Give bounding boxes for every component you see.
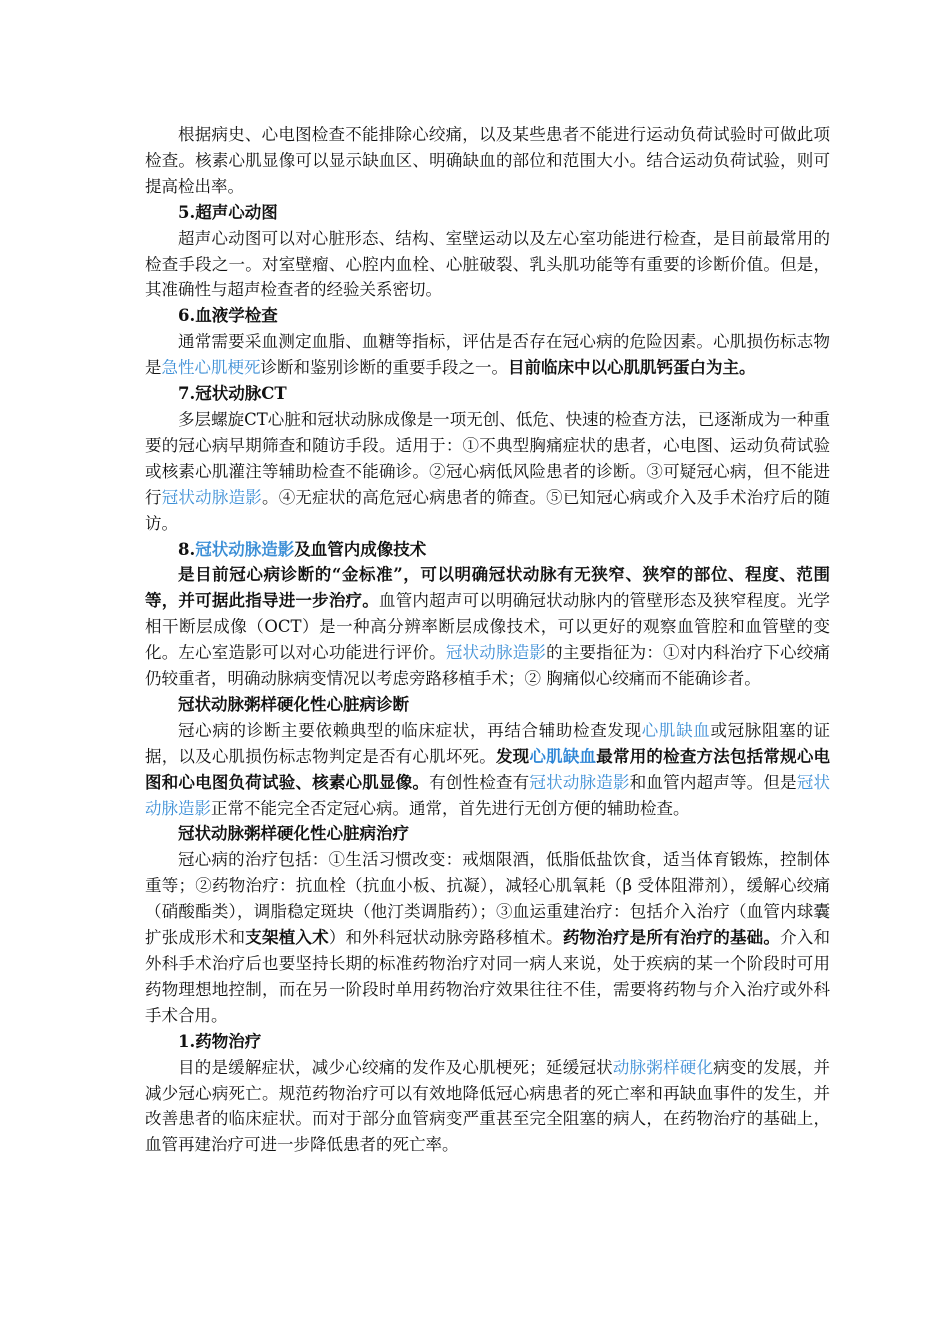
link-coronary-angiography[interactable]: 冠状动脉造影 bbox=[529, 772, 630, 792]
text-run: ）和外科冠状动脉旁路移植术。 bbox=[328, 928, 563, 948]
bold-text: 最常用的检查方法包括常规心电图和心电图负荷试验、核素心肌显像。 bbox=[145, 746, 831, 792]
bold-text: 是目前冠心病诊断的“金标准”，可以明确冠状动脉有无狭窄、狭窄的部位、程度、范围等，并可据此指导进一步治疗。 bbox=[145, 565, 830, 611]
paragraph-drug-therapy bbox=[145, 1055, 830, 1159]
paragraph-blood-tests bbox=[145, 329, 830, 381]
heading-angiography bbox=[145, 537, 830, 563]
text-run: 冠心病的治疗包括：①生活习惯改变：戒烟限酒，低脂低盐饮食，适当体育锻炼，控制体重等；②药物治疗：抗血栓（抗血小板、抗凝），减轻心肌氧耗（β 受体阻滞剂），缓解心绞痛（硝酸酯类），调脂稳定斑块（他汀类调脂药）；③血运重建治疗：包括介入治疗（血管内球囊扩张成形术和 bbox=[145, 850, 830, 948]
link-myocardial-ischemia[interactable]: 心肌缺血 bbox=[641, 720, 711, 740]
link-coronary-angiography[interactable]: 冠状动脉造影 bbox=[195, 539, 295, 559]
document-page bbox=[145, 122, 830, 1158]
text-run: 通常需要采血测定血脂、血糖等指标，评估是否存在冠心病的危险因素。心肌损伤标志物是 bbox=[145, 332, 830, 378]
heading-number: 8. bbox=[178, 539, 196, 559]
paragraph-coronary-ct bbox=[145, 407, 830, 537]
paragraph-echocardiography: 超声心动图可以对心脏形态、结构、室壁运动以及左心室功能进行检查，是目前最常用的检查手段之一。对室壁瘤、心腔内血栓、心脏破裂、乳头肌功能等有重要的诊断价值。但是，其准确性与超声检查者的经验关系密切。 bbox=[145, 228, 830, 300]
text-run: 多层螺旋CT心脏和冠状动脉成像是一项无创、低危、快速的检查方法，已逐渐成为一种重要的冠心病早期筛查和随访手段。适用于：①不典型胸痛症状的患者，心电图、运动负荷试验或核素心肌灌注等辅助检查不能确诊。②冠心病低风险患者的诊断。③可疑冠心病，但不能进行 bbox=[145, 409, 830, 507]
link-myocardial-ischemia-bold[interactable]: 心肌缺血 bbox=[529, 746, 597, 766]
heading-drug-therapy: 1.药物治疗 bbox=[178, 1031, 262, 1051]
heading-rest: 及血管内成像技术 bbox=[294, 539, 427, 559]
bold-text: 目前临床中以心肌肌钙蛋白为主。 bbox=[508, 358, 756, 378]
heading-coronary-ct: 7.冠状动脉CT bbox=[178, 384, 287, 404]
text-run: 介入和外科手术治疗后也要坚持长期的标准药物治疗对同一病人来说，处于疾病的某一个阶段时可用药物理想地控制，而在另一阶段时单用药物治疗效果往往不佳，需要将药物与介入治疗或外科手术合用。 bbox=[145, 928, 831, 1025]
text-run: 目的是缓解症状，减少心绞痛的发作及心肌梗死；延缓冠状 bbox=[178, 1057, 613, 1077]
heading-echocardiography: 5.超声心动图 bbox=[178, 202, 278, 222]
heading-treatment: 冠状动脉粥样硬化性心脏病治疗 bbox=[178, 824, 409, 844]
paragraph-angiography bbox=[145, 562, 830, 692]
link-acute-mi[interactable]: 急性心肌梗死 bbox=[161, 358, 261, 378]
heading-diagnosis: 冠状动脉粥样硬化性心脏病诊断 bbox=[178, 694, 409, 714]
link-coronary-angiography[interactable]: 冠状动脉造影 bbox=[145, 772, 831, 818]
heading-blood-tests: 6.血液学检查 bbox=[178, 306, 278, 326]
bold-text: 发现 bbox=[495, 746, 530, 766]
text-run: 血管内超声可以明确冠状动脉内的管壁形态及狭窄程度。光学相干断层成像（OCT）是一种高分辨率断层成像技术，可以更好的观察血管腔和血管壁的变化。左心室造影可以对心功能进行评价。 bbox=[145, 591, 831, 663]
text-run: 病变的发展，并减少冠心病死亡。规范药物治疗可以有效地降低冠心病患者的死亡率和再缺血事件的发生，并改善患者的临床症状。而对于部分血管病变严重甚至完全阻塞的病人，在药物治疗的基础上，血管再建治疗可进一步降低患者的死亡率。 bbox=[145, 1057, 831, 1155]
bold-text: 支架植入术 bbox=[245, 928, 329, 948]
text-run: 正常不能完全否定冠心病。通常，首先进行无创方便的辅助检查。 bbox=[211, 798, 690, 818]
text-run: 冠心病的诊断主要依赖典型的临床症状，再结合辅助检查发现 bbox=[178, 720, 642, 740]
paragraph-treatment bbox=[145, 847, 830, 1028]
text-run: 的主要指征为：①对内科治疗下心绞痛仍较重者，明确动脉病变情况以考虑旁路移植手术；② 胸痛似心绞痛而不能确诊者。 bbox=[145, 643, 831, 689]
text-run: 和血管内超声等。但是 bbox=[629, 772, 797, 792]
link-coronary-angiography[interactable]: 冠状动脉造影 bbox=[161, 487, 262, 507]
text-run: 。④无症状的高危冠心病患者的筛查。⑤已知冠心病或介入及手术治疗后的随访。 bbox=[145, 487, 831, 533]
text-run: 诊断和鉴别诊断的重要手段之一。 bbox=[260, 358, 508, 378]
link-atherosclerosis[interactable]: 动脉粥样硬化 bbox=[612, 1057, 714, 1077]
text-run: 有创性检查有 bbox=[429, 772, 530, 792]
bold-text: 药物治疗是所有治疗的基础。 bbox=[562, 928, 781, 948]
link-coronary-angiography[interactable]: 冠状动脉造影 bbox=[445, 643, 547, 663]
text-run: 或冠脉阻塞的证据，以及心肌损伤标志物判定是否有心肌坏死。 bbox=[145, 720, 831, 766]
paragraph-nuclear-imaging: 根据病史、心电图检查不能排除心绞痛，以及某些患者不能进行运动负荷试验时可做此项检查。核素心肌显像可以显示缺血区、明确缺血的部位和范围大小。结合运动负荷试验，则可提高检出率。 bbox=[145, 125, 830, 196]
paragraph-diagnosis bbox=[145, 718, 830, 822]
